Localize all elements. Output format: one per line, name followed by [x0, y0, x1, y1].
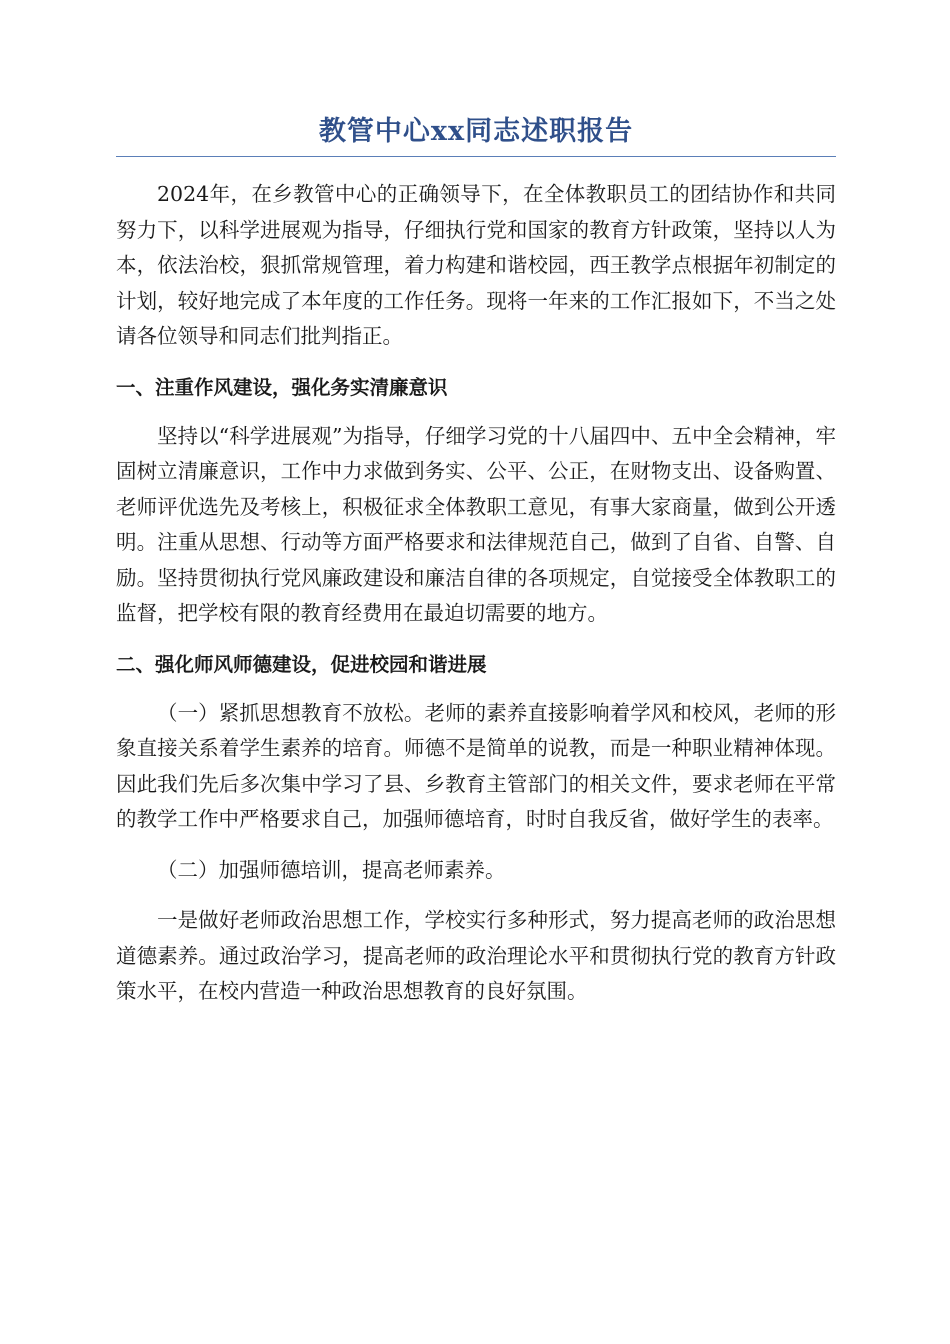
- section-1-paragraph: 坚持以“科学进展观”为指导，仔细学习党的十八届四中、五中全会精神，牢固树立清廉意识，工作中力求做到务实、公平、公正，在财物支出、设备购置、老师评优选先及考核上，积极征求全体教职工意见，有事大家商量，做到公开透明。注重从思想、行动等方面严格要求和法律规范自己，做到了自省、自警、自励。坚持贯彻执行党风廉政建设和廉洁自律的各项规定，自觉接受全体教职工的监督，把学校有限的教育经费用在最迫切需要的地方。: [116, 423, 836, 625]
- document-page: [116, 110, 836, 1025]
- section-2-paragraph-3: 一是做好老师政治思想工作，学校实行多种形式，努力提高老师的政治思想道德素养。通过政治学习，提高老师的政治理论水平和贯彻执行党的教育方针政策水平，在校内营造一种政治思想教育的良好氛围。: [116, 908, 836, 1003]
- section-2-paragraph-2: （二）加强师德培训，提高老师素养。: [157, 857, 506, 882]
- title-underline: [116, 156, 836, 157]
- section-2-heading: 二、强化师风师德建设，促进校园和谐进展: [116, 652, 487, 676]
- section-2-paragraph-1: （一）紧抓思想教育不放松。老师的素养直接影响着学风和校风，老师的形象直接关系着学生素养的培育。师德不是简单的说教，而是一种职业精神体现。因此我们先后多次集中学习了县、乡教育主管部门的相关文件，要求老师在平常的教学工作中严格要求自己，加强师德培育，时时自我反省，做好学生的表率。: [116, 700, 836, 831]
- intro-paragraph: 2024年，在乡教管中心的正确领导下，在全体教职员工的团结协作和共同努力下，以科学进展观为指导，仔细执行党和国家的教育方针政策，坚持以人为本，依法治校，狠抓常规管理，着力构建和谐校园，西王教学点根据年初制定的计划，较好地完成了本年度的工作任务。现将一年来的工作汇报如下，不当之处请各位领导和同志们批判指正。: [116, 182, 836, 348]
- document-title: 教管中心xx同志述职报告: [318, 116, 634, 147]
- section-1-heading: 一、注重作风建设，强化务实清廉意识: [116, 375, 448, 399]
